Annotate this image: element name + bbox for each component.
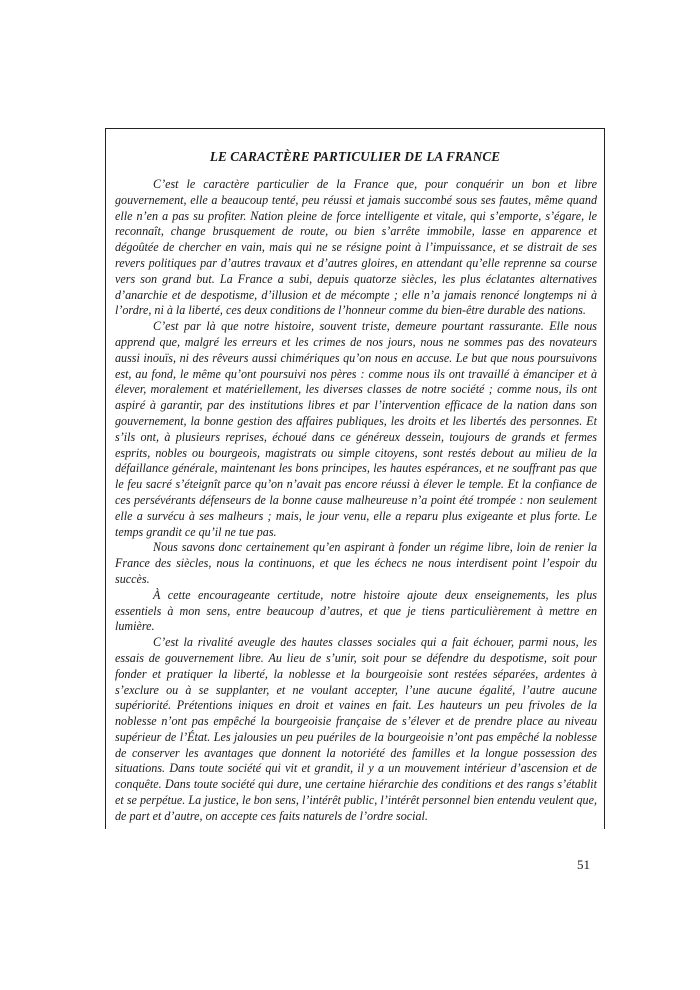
page-title: LE CARACTÈRE PARTICULIER DE LA FRANCE xyxy=(209,149,501,164)
paragraph: Nous savons donc certainement qu’en aspirant à fonder un régime libre, loin de renier la France des siècles, nous la continuons, et que les échecs ne nous interdisent point l’espoir du succès. xyxy=(115,540,597,586)
paragraph: C’est le caractère particulier de la France que, pour conquérir un bon et libre gouvernement, elle a beaucoup tenté, peu réussi et jamais succombé sous ses fautes, même quand elle n’en a pas su profiter. Nation pleine de force intelligente et vitale, qui s’emporte, s’égare, le reconnaît, change brusquement de route, ou bien s’arrête immobile, lasse en apparence et dégoûtée de chercher en vain, mais qui ne se résigne point à l’impuissance, et se distrait de ses revers politiques par d’autres travaux et d’autres gloires, en attendant qu’elle reprenne sa course vers son grand but. La France a subi, depuis quatorze siècles, les plus éclatantes alternatives d’anarchie et de despotisme, d’illusion et de mécompte ; elle n’a jamais renoncé longtemps ni à l’ordre, ni à la liberté, ces deux conditions de l’honneur comme du bien-être durable des nations. xyxy=(115,177,597,318)
page-number: 51 xyxy=(577,857,590,872)
paragraph: À cette encourageante certitude, notre histoire ajoute deux enseignements, les plus essentiels à mon sens, entre beaucoup d’autres, et que je tiens particulièrement à mettre en lumière. xyxy=(115,587,597,634)
paragraph: C’est la rivalité aveugle des hautes classes sociales qui a fait échouer, parmi nous, les essais de gouvernement libre. Au lieu de s’unir, soit pour se défendre du despotisme, soit pour fonder et pratiquer la liberté, la noblesse et la bourgeoisie sont restées séparées, ardentes à s’exclure ou à se supplanter, et ne voulant accepter, l’une aucune égalité, l’autre aucune supériorité. Prétentions iniques en droit et vaines en fait. Les hauteurs un peu frivoles de la noblesse n’ont pas empêché la bourgeoisie française de s’élever et de prendre place au niveau supérieur de l’État. Les jalousies un peu puériles de la bourgeoisie n’ont pas empêché la noblesse de conserver les avantages que donnent la notoriété des familles et la longue possession des situations. Dans toute société qui vit et grandit, il y a un mouvement intérieur d’ascension et de conquête. Dans toute société qui dure, une certaine hiérarchie des conditions et des rangs s’établit et se perpétue. La justice, le bon sens, l’intérêt public, l’intérêt personnel bien entendu veulent que, de part et d’autre, on accepte ces faits naturels de l’ordre social. xyxy=(115,635,597,823)
paragraph: C’est par là que notre histoire, souvent triste, demeure pourtant rassurante. Elle nous apprend que, malgré les erreurs et les crimes de nos jours, nous ne sommes pas des novateurs aussi inouïs, ni des rêveurs aussi chimériques qu’on nous en accuse. Le but que nous poursuivons est, au fond, le même qu’ont poursuivi nos pères : comme nous ils ont travaillé à émanciper et à élever, moralement et matériellement, les diverses classes de notre société ; comme nous, ils ont aspiré à garantir, par des institutions libres et par l’intervention efficace de la nation dans son gouvernement, la bonne gestion des affaires publiques, les droits et les libertés des personnes. Et s’ils ont, à plusieurs reprises, échoué dans ce généreux dessein, toujours de grands et fermes esprits, nobles ou bourgeois, magistrats ou simple citoyens, sont restés debout au milieu de la défaillance générale, maintenant les bons principes, les hautes espérances, et ne souffrant pas que le feu sacré s’éteignît parce qu’on n’avait pas encore réussi à élever le temple. Et la confiance de ces persévérants défenseurs de la bonne cause malheureuse n’a point été trompée : non seulement elle a survécu à ses malheurs ; mais, le jour venu, elle a reparu plus exigeante et plus forte. Le temps grandit ce qu’il ne tue pas. xyxy=(115,319,597,539)
body-text xyxy=(115,177,597,825)
